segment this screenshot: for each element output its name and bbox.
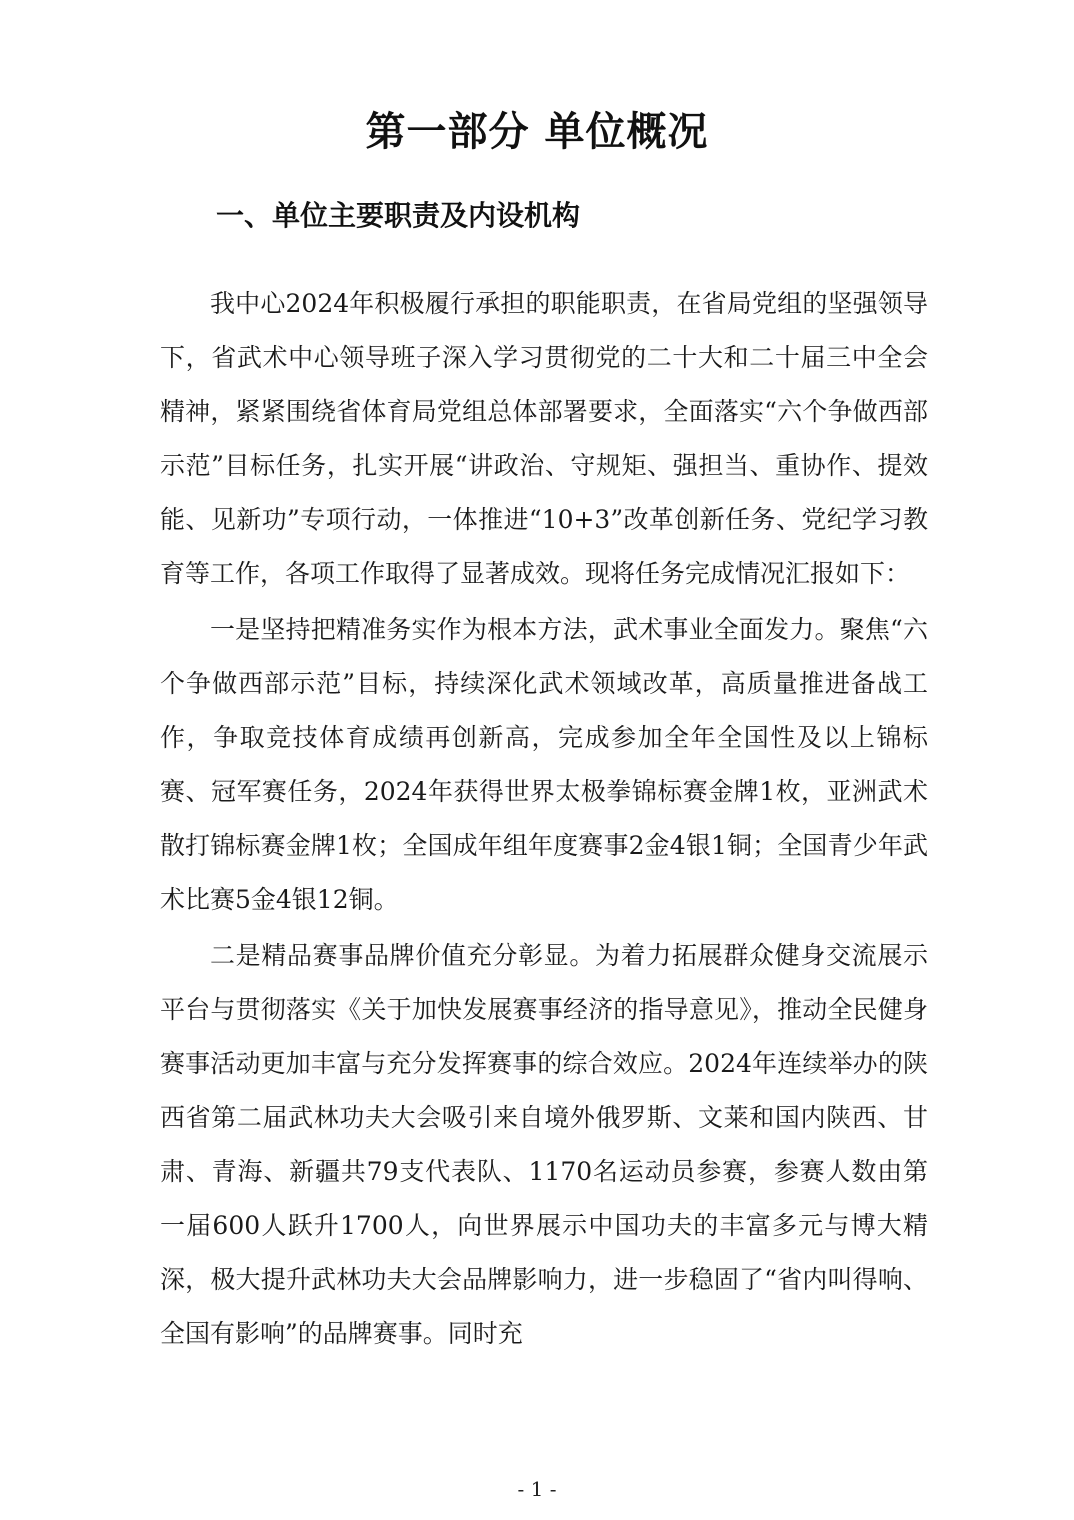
page-number: - 1 - <box>517 1477 557 1501</box>
paragraph-event-brand: 二是精品赛事品牌价值充分彰显。为着力拓展群众健身交流展示平台与贯彻落实《关于加快发展赛事经济的指导意见》，推动全民健身赛事活动更加丰富与充分发挥赛事的综合效应。2024年连续举办的陕西省第二届武林功夫大会吸引来自境外俄罗斯、文莱和国内陕西、甘肃、青海、新疆共79支代表队、1170名运动员参赛，参赛人数由第一届600人跃升1700人，向世界展示中国功夫的丰富多元与博大精深，极大提升武林功夫大会品牌影响力，进一步稳固了“省内叫得响、全国有影响”的品牌赛事。同时充 <box>160 941 928 1348</box>
paragraph-intro: 我中心2024年积极履行承担的职能职责，在省局党组的坚强领导下，省武术中心领导班子深入学习贯彻党的二十大和二十届三中全会精神，紧紧围绕省体育局党组总体部署要求，全面落实“六个争做西部示范”目标任务，扎实开展“讲政治、守规矩、强担当、重协作、提效能、见新功”专项行动，一体推进“10+3”改革创新任务、党纪学习教育等工作，各项工作取得了显著成效。现将任务完成情况汇报如下： <box>160 289 928 588</box>
section-heading: 一、单位主要职责及内设机构 <box>216 199 581 232</box>
page-title: 第一部分 单位概况 <box>365 108 709 155</box>
paragraph-wushu-achievements: 一是坚持把精准务实作为根本方法，武术事业全面发力。聚焦“六个争做西部示范”目标，持续深化武术领域改革，高质量推进备战工作，争取竞技体育成绩再创新高，完成参加全年全国性及以上锦标赛、冠军赛任务，2024年获得世界太极拳锦标赛金牌1枚，亚洲武术散打锦标赛金牌1枚；全国成年组年度赛事2金4银1铜；全国青少年武术比赛5金4银12铜。 <box>160 615 928 914</box>
body-text <box>160 277 928 1361</box>
